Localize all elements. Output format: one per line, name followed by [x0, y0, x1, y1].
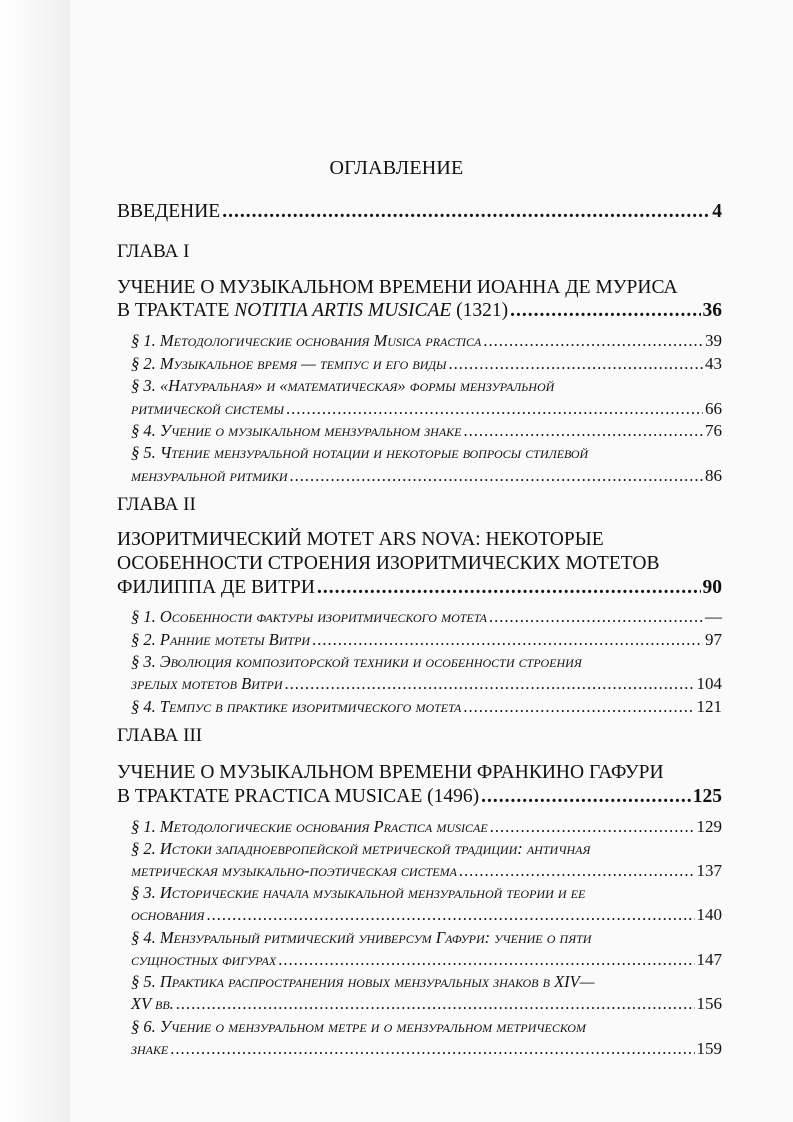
chapter-heading-entry [117, 300, 722, 322]
page-title: ОГЛАВЛЕНИЕ [329, 157, 464, 179]
section-title: зрелых мотетов Витри [131, 674, 283, 693]
toc-section [131, 630, 722, 650]
toc-section [131, 905, 722, 925]
toc-page-number: 39 [705, 331, 722, 350]
leader-dots [278, 950, 694, 970]
section-title: § 3. Эволюция композиторской техники и особенности строения [131, 652, 582, 671]
leader-dots [312, 630, 703, 650]
toc-section [131, 674, 722, 694]
chapter-heading-line: ФИЛИППА ДЕ ВИТРИ [117, 577, 315, 598]
toc-page-number: 137 [696, 861, 722, 880]
section-title: основания [131, 905, 205, 924]
toc-section [131, 466, 722, 486]
toc-section-line [131, 1017, 722, 1037]
toc-page-number: 90 [702, 577, 722, 598]
toc-page-number: 104 [696, 674, 722, 693]
section-title: знаке [131, 1039, 169, 1058]
chapter-heading-line: В ТРАКТАТЕ PRACTICA MUSICAE (1496) [117, 786, 480, 807]
toc-page-number: 121 [696, 697, 722, 716]
section-title: метрическая музыкально-поэтическая система [131, 861, 457, 880]
toc-page-number: 97 [705, 630, 722, 649]
toc-section-line [131, 928, 722, 948]
chapter-label: ГЛАВА III [117, 725, 203, 746]
leader-dots [459, 861, 695, 881]
leader-dots [483, 331, 703, 351]
toc-section-line [131, 652, 722, 672]
leader-dots [290, 466, 703, 486]
leader-dots [510, 300, 700, 322]
section-title: XV вв. [131, 994, 174, 1013]
heading-suffix: (1321) [451, 300, 509, 321]
toc-page-number: 129 [696, 817, 722, 836]
toc-page-number: 159 [696, 1039, 722, 1058]
section-title: § 4. Мензуральный ритмический универсум Гафури: учение о пяти [131, 928, 592, 947]
section-title: § 2. Музыкальное время — темпус и его виды [131, 354, 447, 373]
section-title: § 1. Особенности фактуры изоритмического мотета [131, 607, 488, 626]
toc-entry-label: ВВЕДЕНИЕ [117, 201, 221, 222]
toc-section-line [131, 883, 722, 903]
toc-section [131, 1039, 722, 1059]
leader-dots [489, 607, 703, 627]
toc-section [131, 861, 722, 881]
toc-section [131, 994, 722, 1014]
toc-section [131, 331, 722, 351]
leader-dots [285, 674, 695, 694]
toc-section-line [131, 839, 722, 859]
toc-section [131, 354, 722, 374]
treatise-title: NOTITIA ARTIS MUSICAE [234, 300, 452, 321]
chapter-label: ГЛАВА II [117, 494, 196, 515]
section-title: ритмической системы [131, 399, 284, 418]
section-title: § 4. Темпус в практике изоритмического мотета [131, 697, 462, 716]
chapter-heading-entry [117, 786, 722, 808]
toc-page-number: 156 [696, 994, 722, 1013]
chapter-heading-line [117, 300, 508, 322]
toc-page-number: 140 [696, 905, 722, 924]
section-title: § 2. Истоки западноевропейской метрической традиции: античная [131, 839, 591, 858]
toc-entry-intro [117, 201, 722, 223]
section-title: мензуральной ритмики [131, 466, 288, 485]
toc-page-number: 36 [702, 300, 722, 321]
leader-dots [317, 577, 701, 599]
toc-page-number: 86 [705, 466, 722, 485]
chapter-heading-entry [117, 577, 722, 599]
leader-dots [176, 994, 695, 1014]
toc-section [131, 607, 722, 627]
section-title: § 2. Ранние мотеты Витри [131, 630, 311, 649]
leader-dots [206, 905, 694, 925]
toc-page-number: — [705, 607, 722, 626]
leader-dots [170, 1039, 694, 1059]
toc-section [131, 421, 722, 441]
section-title: § 1. Методологические основания Musica practica [131, 331, 482, 350]
section-title: § 4. Учение о музыкальном мензуральном знаке [131, 421, 462, 440]
leader-dots [286, 399, 703, 419]
section-title: § 3. Исторические начала музыкальной мензуральной теории и ее [131, 883, 586, 902]
section-title: § 1. Методологические основания Practica musicae [131, 817, 488, 836]
leader-dots [463, 421, 703, 441]
section-title: § 6. Учение о мензуральном метре и о мензуральном метрическом [131, 1017, 586, 1036]
leader-dots [490, 817, 695, 837]
toc-page-number: 76 [705, 421, 722, 440]
toc-section-line [131, 972, 722, 992]
toc-page-number: 125 [692, 786, 722, 807]
toc-section [131, 399, 722, 419]
chapter-heading-line: ОСОБЕННОСТИ СТРОЕНИЯ ИЗОРИТМИЧЕСКИХ МОТЕТОВ [117, 553, 660, 574]
leader-dots [463, 697, 694, 717]
toc-section [131, 817, 722, 837]
chapter-heading-line: ИЗОРИТМИЧЕСКИЙ МОТЕТ ARS NOVA: НЕКОТОРЫЕ [117, 529, 604, 550]
chapter-label: ГЛАВА I [117, 241, 190, 262]
toc-section [131, 950, 722, 970]
toc-section-line [131, 376, 722, 396]
leader-dots [481, 786, 691, 808]
toc-page-number: 66 [705, 399, 722, 418]
leader-dots [449, 354, 704, 374]
toc-page-number: 4 [712, 201, 722, 222]
leader-dots [222, 201, 710, 223]
section-title: § 5. Практика распространения новых мензуральных знаков в XIV— [131, 972, 595, 991]
chapter-heading-line: УЧЕНИЕ О МУЗЫКАЛЬНОМ ВРЕМЕНИ ИОАННА ДЕ МУРИСА [117, 277, 678, 298]
toc-section [131, 697, 722, 717]
heading-prefix: В ТРАКТАТЕ [117, 300, 235, 321]
toc-section-line [131, 443, 722, 463]
toc-page-number: 147 [696, 950, 722, 969]
section-title: § 5. Чтение мензуральной нотации и некоторые вопросы стилевой [131, 443, 589, 462]
section-title: § 3. «Натуральная» и «математическая» формы мензуральной [131, 376, 555, 395]
toc-page-number: 43 [705, 354, 722, 373]
section-title: сущностных фигурах [131, 950, 277, 969]
chapter-heading-line: УЧЕНИЕ О МУЗЫКАЛЬНОМ ВРЕМЕНИ ФРАНКИНО ГАФУРИ [117, 762, 664, 783]
